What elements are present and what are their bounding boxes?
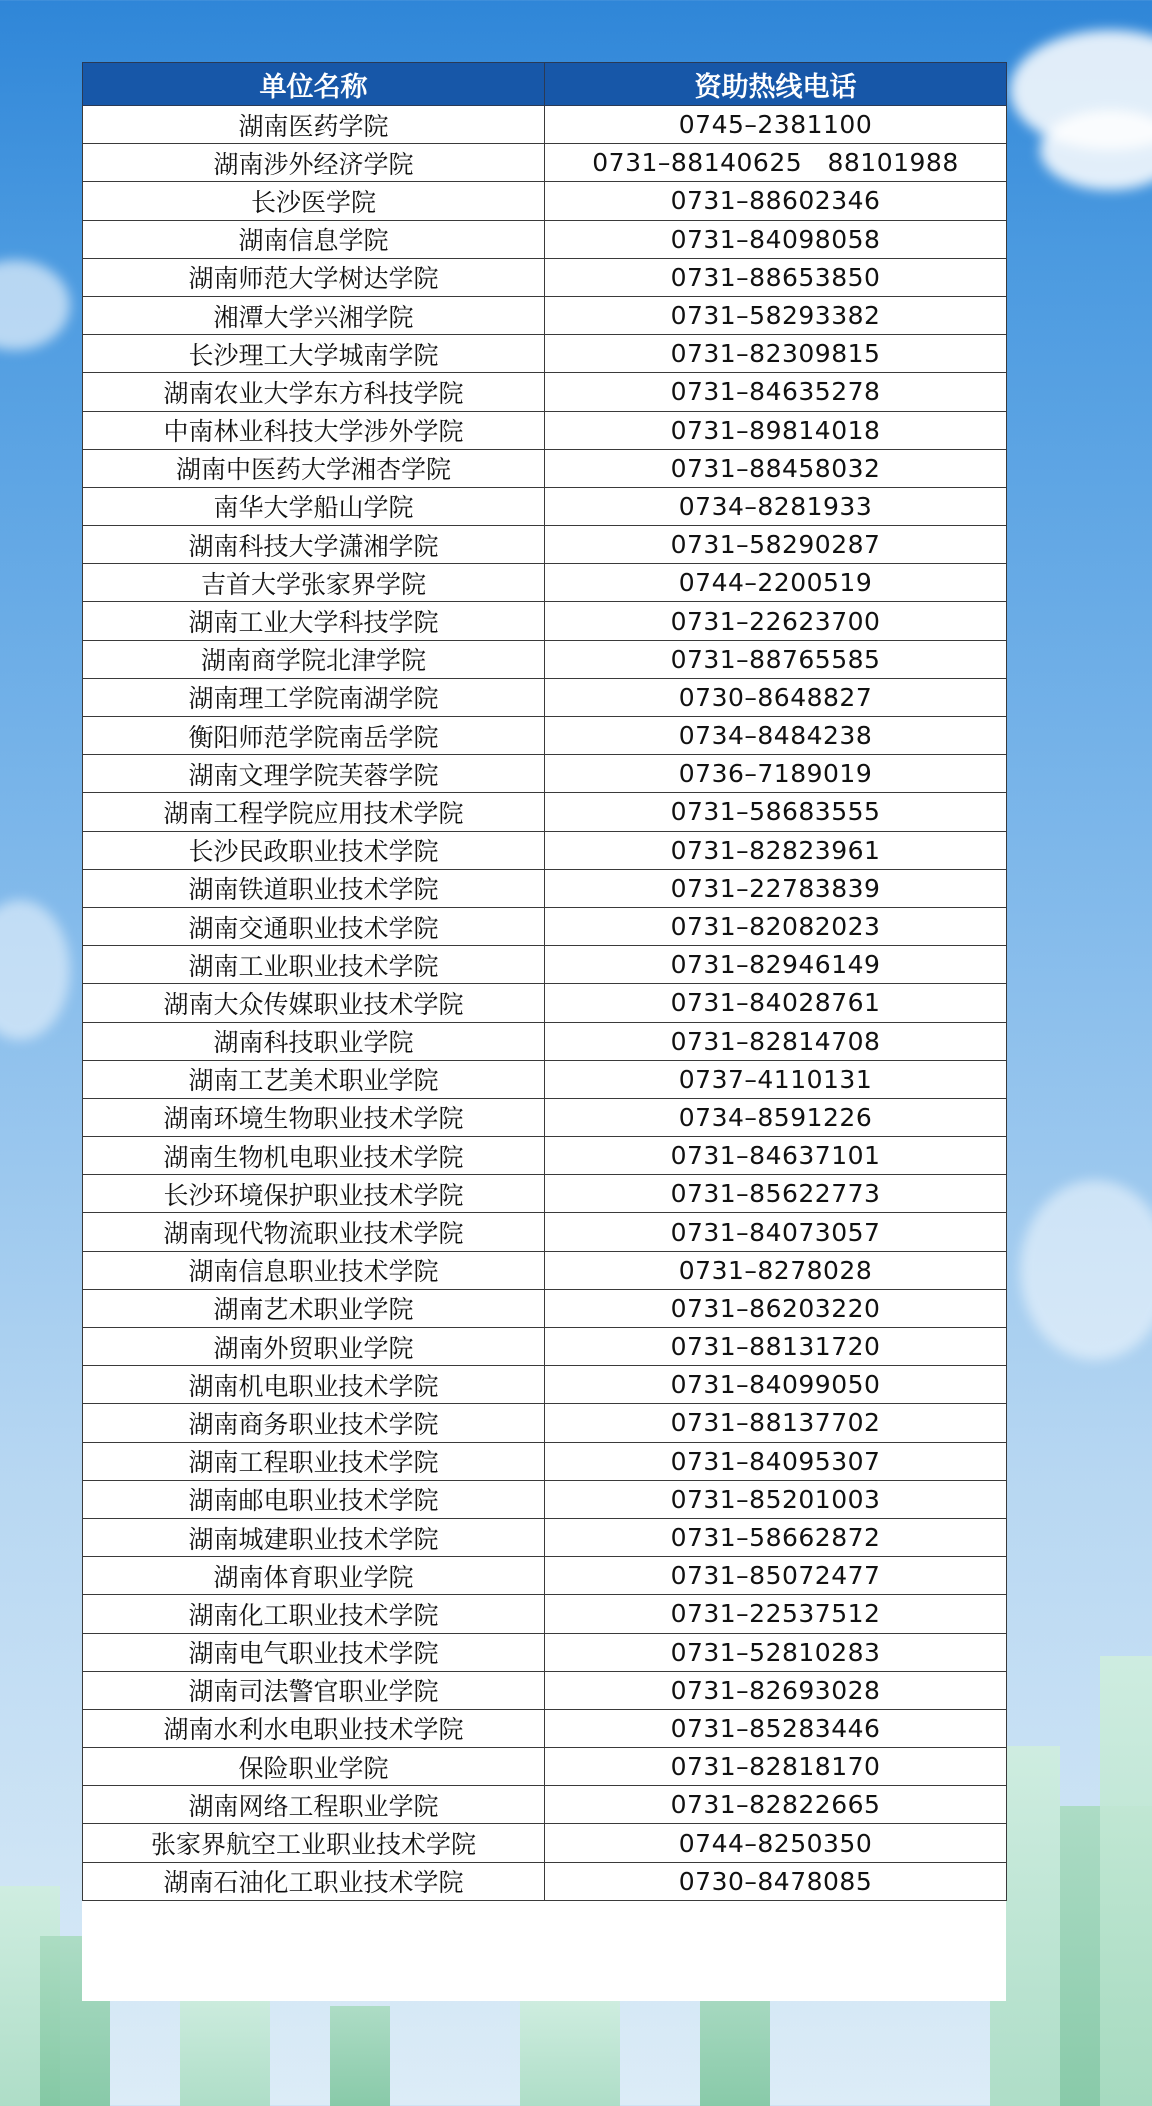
unit-name-cell: 湖南信息职业技术学院 (83, 1251, 545, 1289)
unit-name-cell: 湖南工程学院应用技术学院 (83, 793, 545, 831)
unit-name-cell: 湖南工艺美术职业学院 (83, 1060, 545, 1098)
unit-name-cell: 湖南电气职业技术学院 (83, 1633, 545, 1671)
unit-name-cell: 湖南艺术职业学院 (83, 1289, 545, 1327)
table-row (83, 220, 1007, 258)
unit-name-cell: 湖南理工学院南湖学院 (83, 678, 545, 716)
table-row (83, 1213, 1007, 1251)
unit-name-cell: 保险职业学院 (83, 1748, 545, 1786)
table-row (83, 258, 1007, 296)
hotline-cell: 0731–52810283 (545, 1633, 1007, 1671)
table-row (83, 182, 1007, 220)
hotline-cell: 0731–88765585 (545, 640, 1007, 678)
table-row (83, 1098, 1007, 1136)
unit-name-cell: 长沙理工大学城南学院 (83, 335, 545, 373)
building (330, 2006, 390, 2106)
table-row (83, 1709, 1007, 1747)
hotline-cell: 0731–82818170 (545, 1748, 1007, 1786)
unit-name-cell: 湖南信息学院 (83, 220, 545, 258)
table-row (83, 602, 1007, 640)
table-row (83, 1175, 1007, 1213)
table-row (83, 831, 1007, 869)
hotline-cell: 0731–84098058 (545, 220, 1007, 258)
table-row (83, 1442, 1007, 1480)
unit-name-cell: 吉首大学张家界学院 (83, 564, 545, 602)
table-row (83, 984, 1007, 1022)
unit-name-cell: 湖南商学院北津学院 (83, 640, 545, 678)
unit-name-cell: 湖南交通职业技术学院 (83, 907, 545, 945)
unit-name-cell: 湖南农业大学东方科技学院 (83, 373, 545, 411)
unit-name-cell: 湖南邮电职业技术学院 (83, 1480, 545, 1518)
unit-name-cell: 长沙环境保护职业技术学院 (83, 1175, 545, 1213)
hotline-cell: 0731–88137702 (545, 1404, 1007, 1442)
table-row (83, 449, 1007, 487)
table-row (83, 1328, 1007, 1366)
unit-name-cell: 湖南工业职业技术学院 (83, 946, 545, 984)
hotline-cell: 0731–82814708 (545, 1022, 1007, 1060)
building (1100, 1656, 1152, 2106)
hotline-cell: 0745–2381100 (545, 106, 1007, 144)
table-row (83, 907, 1007, 945)
table-row (83, 1557, 1007, 1595)
unit-name-cell: 长沙民政职业技术学院 (83, 831, 545, 869)
unit-name-cell: 湖南生物机电职业技术学院 (83, 1137, 545, 1175)
hotline-cell: 0731–85622773 (545, 1175, 1007, 1213)
table-row (83, 106, 1007, 144)
hotline-cell: 0731–84073057 (545, 1213, 1007, 1251)
unit-name-cell: 长沙医学院 (83, 182, 545, 220)
unit-name-cell: 湖南体育职业学院 (83, 1557, 545, 1595)
table-row (83, 1671, 1007, 1709)
unit-name-cell: 湖南网络工程职业学院 (83, 1786, 545, 1824)
unit-name-cell: 湖南工业大学科技学院 (83, 602, 545, 640)
table-row (83, 487, 1007, 525)
hotline-cell: 0731–84099050 (545, 1366, 1007, 1404)
table-row (83, 1289, 1007, 1327)
hotline-cell: 0731–82822665 (545, 1786, 1007, 1824)
unit-name-cell: 湖南文理学院芙蓉学院 (83, 755, 545, 793)
hotline-cell: 0731–85201003 (545, 1480, 1007, 1518)
hotline-cell: 0731–82693028 (545, 1671, 1007, 1709)
table-row (83, 411, 1007, 449)
table-row (83, 1060, 1007, 1098)
hotline-cell: 0731–88653850 (545, 258, 1007, 296)
table-row (83, 1251, 1007, 1289)
hotline-cell: 0731–82823961 (545, 831, 1007, 869)
table-row (83, 869, 1007, 907)
unit-name-cell: 湖南工程职业技术学院 (83, 1442, 545, 1480)
unit-name-cell: 湖南现代物流职业技术学院 (83, 1213, 545, 1251)
cloud (0, 900, 70, 1040)
hotline-table (82, 62, 1007, 1901)
hotline-cell: 0731–88602346 (545, 182, 1007, 220)
hotline-cell: 0731–82946149 (545, 946, 1007, 984)
hotline-cell: 0731–22623700 (545, 602, 1007, 640)
table-row (83, 526, 1007, 564)
table-row (83, 564, 1007, 602)
unit-name-cell: 湖南大众传媒职业技术学院 (83, 984, 545, 1022)
table-row (83, 1633, 1007, 1671)
hotline-cell: 0731–22783839 (545, 869, 1007, 907)
hotline-cell: 0731–84637101 (545, 1137, 1007, 1175)
hotline-cell: 0734–8591226 (545, 1098, 1007, 1136)
hotline-cell: 0731–84635278 (545, 373, 1007, 411)
table-row (83, 373, 1007, 411)
hotline-cell: 0731–85072477 (545, 1557, 1007, 1595)
table-row (83, 296, 1007, 334)
table-row (83, 1824, 1007, 1862)
table-row (83, 793, 1007, 831)
table-row (83, 946, 1007, 984)
unit-name-cell: 张家界航空工业职业技术学院 (83, 1824, 545, 1862)
hotline-cell: 0731–58683555 (545, 793, 1007, 831)
hotline-cell: 0731–82082023 (545, 907, 1007, 945)
hotline-cell: 0730–8648827 (545, 678, 1007, 716)
table-row (83, 678, 1007, 716)
unit-name-cell: 湖南医药学院 (83, 106, 545, 144)
unit-name-cell: 湖南涉外经济学院 (83, 144, 545, 182)
table-row (83, 1748, 1007, 1786)
hotline-cell: 0731–58662872 (545, 1518, 1007, 1556)
unit-name-cell: 湖南科技大学潇湘学院 (83, 526, 545, 564)
hotline-cell: 0731–86203220 (545, 1289, 1007, 1327)
table-row (83, 1022, 1007, 1060)
table-row (83, 755, 1007, 793)
column-header-hotline: 资助热线电话 (545, 63, 1007, 106)
table-row (83, 1862, 1007, 1900)
unit-name-cell: 湖南商务职业技术学院 (83, 1404, 545, 1442)
unit-name-cell: 湖南机电职业技术学院 (83, 1366, 545, 1404)
building (180, 1986, 270, 2106)
cloud (1020, 1180, 1152, 1360)
unit-name-cell: 湖南环境生物职业技术学院 (83, 1098, 545, 1136)
hotline-cell: 0731–88458032 (545, 449, 1007, 487)
unit-name-cell: 湘潭大学兴湘学院 (83, 296, 545, 334)
hotline-cell: 0736–7189019 (545, 755, 1007, 793)
building (520, 1996, 620, 2106)
hotline-cell: 0731–88131720 (545, 1328, 1007, 1366)
unit-name-cell: 衡阳师范学院南岳学院 (83, 717, 545, 755)
hotline-cell: 0744–8250350 (545, 1824, 1007, 1862)
hotline-cell: 0730–8478085 (545, 1862, 1007, 1900)
table-row (83, 1366, 1007, 1404)
unit-name-cell: 湖南水利水电职业技术学院 (83, 1709, 545, 1747)
table-row (83, 1404, 1007, 1442)
table-row (83, 335, 1007, 373)
table-row (83, 144, 1007, 182)
unit-name-cell: 湖南师范大学树达学院 (83, 258, 545, 296)
hotline-cell: 0734–8281933 (545, 487, 1007, 525)
table-row (83, 1518, 1007, 1556)
table-row (83, 717, 1007, 755)
table-header-row (83, 63, 1007, 106)
cloud (0, 260, 70, 350)
table-row (83, 1786, 1007, 1824)
unit-name-cell: 湖南铁道职业技术学院 (83, 869, 545, 907)
hotline-cell: 0737–4110131 (545, 1060, 1007, 1098)
unit-name-cell: 南华大学船山学院 (83, 487, 545, 525)
unit-name-cell: 湖南石油化工职业技术学院 (83, 1862, 545, 1900)
hotline-cell: 0744–2200519 (545, 564, 1007, 602)
unit-name-cell: 中南林业科技大学涉外学院 (83, 411, 545, 449)
hotline-cell: 0731–88140625 88101988 (545, 144, 1007, 182)
column-header-unit-name: 单位名称 (83, 63, 545, 106)
hotline-cell: 0731–84095307 (545, 1442, 1007, 1480)
hotline-cell: 0734–8484238 (545, 717, 1007, 755)
hotline-cell: 0731–22537512 (545, 1595, 1007, 1633)
unit-name-cell: 湖南中医药大学湘杏学院 (83, 449, 545, 487)
hotline-cell: 0731–82309815 (545, 335, 1007, 373)
unit-name-cell: 湖南科技职业学院 (83, 1022, 545, 1060)
hotline-cell: 0731–58293382 (545, 296, 1007, 334)
table-row (83, 1595, 1007, 1633)
table-row (83, 1137, 1007, 1175)
hotline-cell: 0731–84028761 (545, 984, 1007, 1022)
hotline-cell: 0731–89814018 (545, 411, 1007, 449)
unit-name-cell: 湖南司法警官职业学院 (83, 1671, 545, 1709)
unit-name-cell: 湖南化工职业技术学院 (83, 1595, 545, 1633)
table-body (83, 106, 1007, 1901)
hotline-cell: 0731–85283446 (545, 1709, 1007, 1747)
table-row (83, 1480, 1007, 1518)
hotline-cell: 0731–58290287 (545, 526, 1007, 564)
hotline-cell: 0731–8278028 (545, 1251, 1007, 1289)
table-row (83, 640, 1007, 678)
unit-name-cell: 湖南城建职业技术学院 (83, 1518, 545, 1556)
unit-name-cell: 湖南外贸职业学院 (83, 1328, 545, 1366)
